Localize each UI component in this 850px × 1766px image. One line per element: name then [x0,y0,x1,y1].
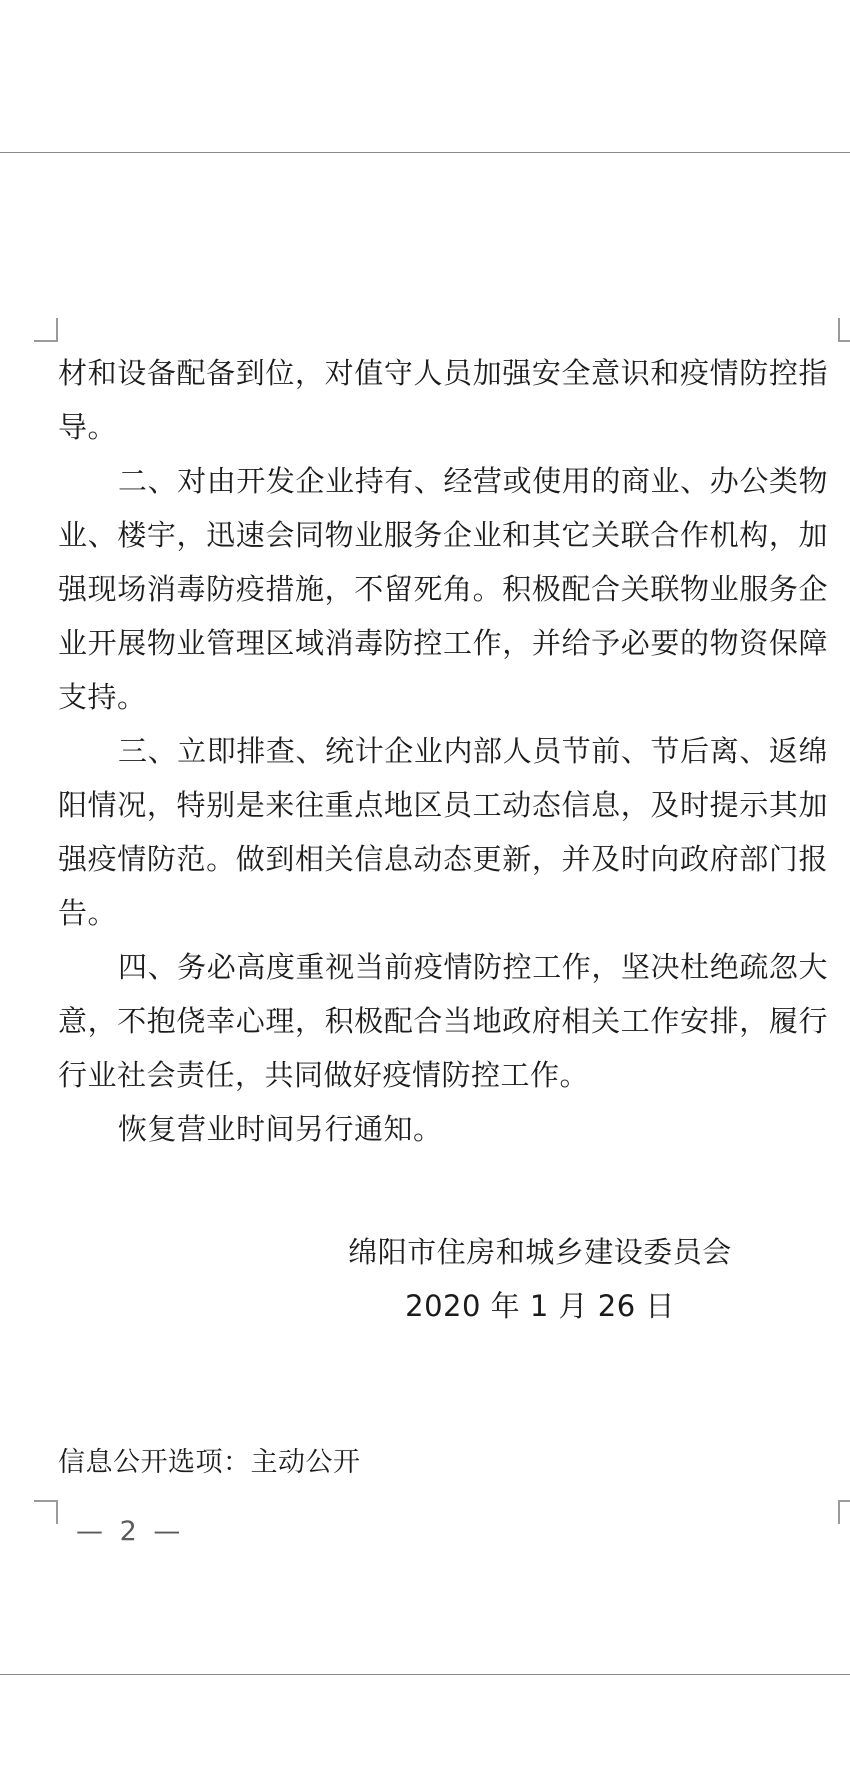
crop-mark-top-left [34,318,58,342]
crop-mark-top-right [838,318,850,342]
paragraph-item-3: 三、立即排查、统计企业内部人员节前、节后离、返绵阳情况，特别是来往重点地区员工动态信息，及时提示其加强疫情防范。做到相关信息动态更新，并及时向政府部门报告。 [58,734,828,930]
signing-organization: 绵阳市住房和城乡建设委员会 [348,1235,732,1269]
signature-block [300,1225,780,1333]
crop-mark-bottom-left [34,1500,58,1524]
page-separator-bottom [0,1674,850,1675]
document-body [58,346,828,1156]
disclosure-option: 信息公开选项：主动公开 [58,1447,361,1478]
page-number: — 2 — [76,1516,185,1547]
paragraph-item-2: 二、对由开发企业持有、经营或使用的商业、办公类物业、楼宇，迅速会同物业服务企业和其它关联合作机构，加强现场消毒防疫措施，不留死角。积极配合关联物业服务企业开展物业管理区域消毒防控工作，并给予必要的物资保障支持。 [58,464,828,714]
page-separator-top [0,152,850,153]
paragraph-item-4: 四、务必高度重视当前疫情防控工作，坚决杜绝疏忽大意，不抱侥幸心理，积极配合当地政府相关工作安排，履行行业社会责任，共同做好疫情防控工作。 [58,950,828,1092]
signing-date: 2020 年 1 月 26 日 [405,1289,675,1323]
paragraph-notice: 恢复营业时间另行通知。 [118,1112,443,1146]
paragraph-continuation: 材和设备配备到位，对值守人员加强安全意识和疫情防控指导。 [58,356,828,444]
crop-mark-bottom-right [838,1500,850,1524]
